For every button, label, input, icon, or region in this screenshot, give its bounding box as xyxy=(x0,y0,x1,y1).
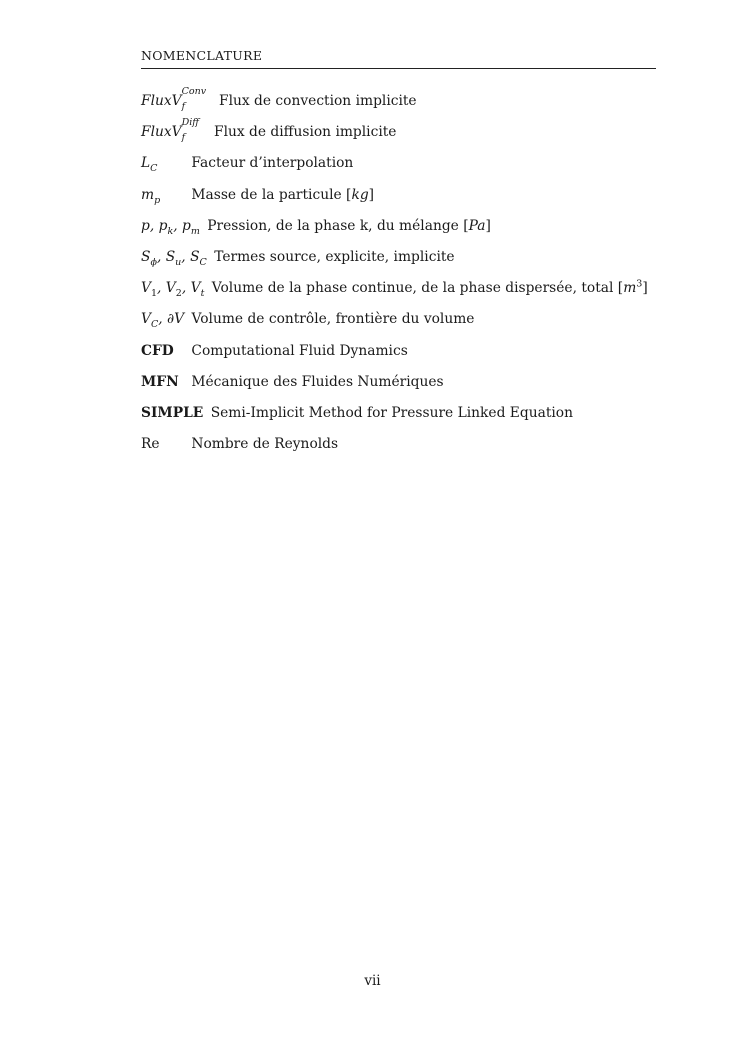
entry-symbol: $V_1$, $V_2$, $V_t$ xyxy=(141,280,205,299)
nomenclature-entry xyxy=(141,117,661,153)
nomenclature-entry xyxy=(141,403,661,434)
entry-symbol: $m_p$ xyxy=(141,186,161,206)
entry-definition: Volume de la phase continue, de la phase dispersée, total $[m^3]$ xyxy=(211,278,648,297)
entry-symbol: FluxV Diff f xyxy=(141,117,200,144)
entry-symbol: $L_C$ xyxy=(141,155,158,175)
entry-symbol: p, $p_k$, $p_m$ xyxy=(141,217,200,237)
nomenclature-entry xyxy=(141,278,661,309)
entry-definition: Termes source, explicite, implicite xyxy=(214,248,455,265)
header-title: NOMENCLATURE xyxy=(141,48,263,63)
page-number: vii xyxy=(364,973,381,989)
entry-unit: Pa xyxy=(468,217,486,234)
entry-definition: Semi-Implicit Method for Pressure Linked Equation xyxy=(210,404,573,421)
entry-unit: kg xyxy=(351,186,369,203)
entry-definition: Nombre de Reynolds xyxy=(191,436,339,453)
nomenclature-entry xyxy=(141,309,661,340)
entry-symbol: CFD xyxy=(141,342,174,359)
nomenclature-entry xyxy=(141,341,661,372)
entry-definition: Computational Fluid Dynamics xyxy=(191,342,408,359)
entry-definition: Masse de la particule [kg] xyxy=(191,186,375,203)
entry-definition: Volume de contrôle, frontière du volume xyxy=(191,311,475,328)
nomenclature-entry xyxy=(141,372,661,403)
entry-symbol: MFN xyxy=(141,373,179,390)
entry-definition: Facteur d’interpolation xyxy=(191,155,354,172)
entry-unit: $m^3$ xyxy=(623,278,643,297)
entry-symbol: FluxV Conv f xyxy=(141,86,207,112)
entry-definition: Pression, de la phase k, du mélange [Pa] xyxy=(207,217,491,234)
entry-definition: Flux de diffusion implicite xyxy=(214,124,397,141)
entry-definition: Flux de convection implicite xyxy=(219,93,417,109)
nomenclature-entry xyxy=(141,86,661,122)
nomenclature-entry xyxy=(141,434,661,465)
nomenclature-entry xyxy=(141,216,661,247)
entry-symbol: $V_C$, ∂V xyxy=(141,311,185,331)
entry-symbol: $S_\phi$, $S_u$, $S_C$ xyxy=(141,248,207,268)
nomenclature-entry xyxy=(141,185,661,216)
running-header xyxy=(141,48,656,69)
entry-symbol: SIMPLE xyxy=(141,404,204,421)
nomenclature-list xyxy=(141,86,661,465)
nomenclature-entry xyxy=(141,247,661,278)
nomenclature-entry xyxy=(141,153,661,184)
entry-symbol: Re xyxy=(141,436,160,453)
entry-definition: Mécanique des Fluides Numériques xyxy=(191,373,444,390)
